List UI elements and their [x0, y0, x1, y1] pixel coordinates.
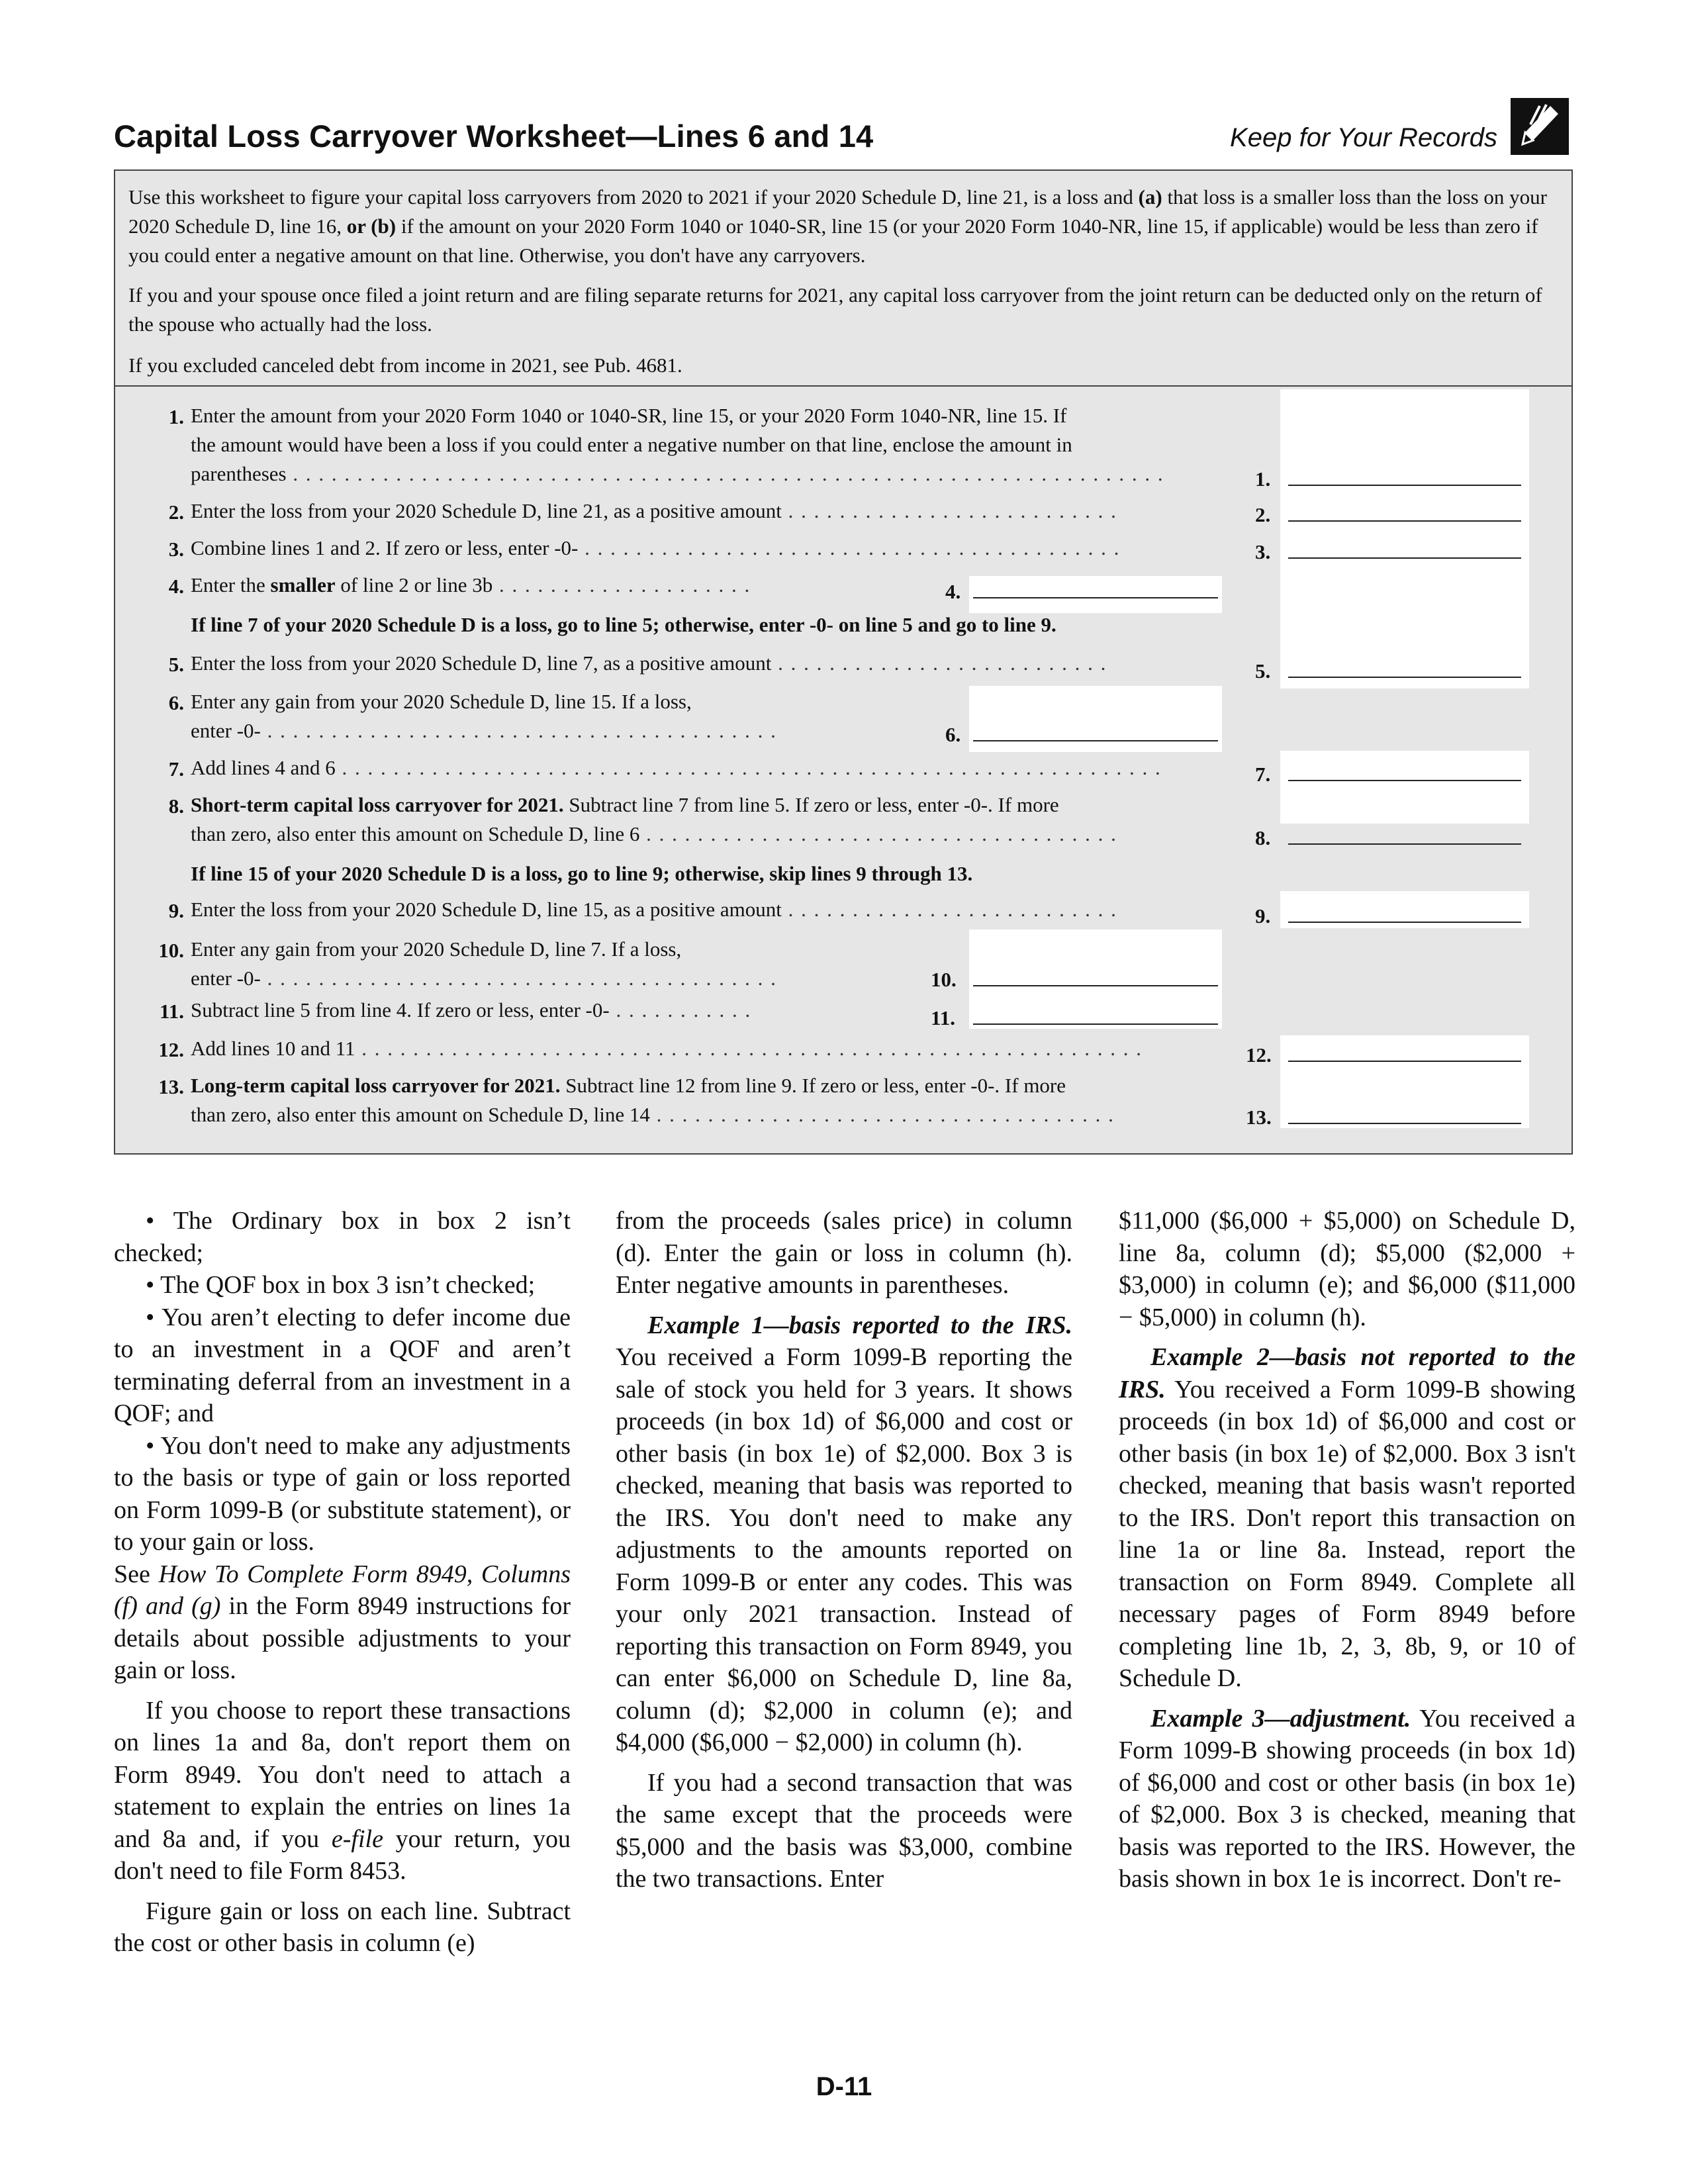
line-3-number: 3. — [168, 538, 184, 561]
line-9-text: Enter the loss from your 2020 Schedule D, line 15, as a positive amount . . . . . . . . . . . . . . . . . . . . . . . . . . — [191, 898, 1117, 921]
worksheet-title: Capital Loss Carryover Worksheet—Lines 6 and 14 — [114, 119, 874, 154]
entry-box-lines-12-13 — [1280, 1035, 1529, 1128]
instruction-line-15: If line 15 of your 2020 Schedule D is a loss, go to line 9; otherwise, skip lines 9 through 13. — [191, 862, 973, 885]
line-11-entry[interactable] — [973, 1023, 1218, 1025]
text-column-3 — [1119, 1205, 1575, 1903]
line-11-text: Subtract line 5 from line 4. If zero or less, enter -0- . . . . . . . . . . . — [191, 998, 752, 1021]
line-3-ref: 3. — [1255, 540, 1271, 563]
intro-paragraph-2: If you and your spouse once filed a joint return and are filing separate returns for 2021, any capital loss carryover from the joint return can be deducted only on the return of the spouse who actually had the loss. — [128, 283, 1542, 336]
line-5-number: 5. — [168, 653, 184, 676]
text-column-2 — [616, 1205, 1072, 1903]
line-4-ref: 4. — [945, 580, 961, 603]
keep-records-label: Keep for Your Records — [1230, 123, 1497, 152]
entry-box-line-6 — [969, 686, 1222, 752]
line-2-ref: 2. — [1255, 503, 1271, 526]
line-12-text: Add lines 10 and 11 . . . . . . . . . . . . . . . . . . . . . . . . . . . . . . . . . . . . . . . . . . . . . . . . . . . . . . . . . . . . . — [191, 1037, 1143, 1060]
example-2-paragraph: Example 2—basis not reported to the IRS. You received a Form 1099-B showing proceeds (in box 1d) of $6,000 and cost or other basis (in box 1e) of $2,000. Box 3 isn't checked, meaning that basis wasn't reported to the IRS. Don't report this transaction on line 1a or line 8a. Instead, report the transaction on Form 8949. Complete all necessary pages of Form 8949 before completing line 1b, 2, 3, 8b, 9, or 10 of Schedule D. — [1119, 1343, 1575, 1692]
column-h-paragraph: from the proceeds (sales price) in column (d). Enter the gain or loss in column (h). Enter negative amounts in parentheses. — [616, 1207, 1072, 1299]
line-5-ref: 5. — [1255, 659, 1271, 683]
entry-box-line-4 — [969, 576, 1222, 613]
combined-totals-paragraph: $11,000 ($6,000 + $5,000) on Schedule D, line 8a, column (d); $5,000 ($2,000 + $3,000) in column (e); and $6,000 ($11,000 − $5,000) in column (h). — [1119, 1207, 1575, 1331]
line-4-text: Enter the smaller of line 2 or line 3b . . . . . . . . . . . . . . . . . . . . — [191, 573, 751, 596]
line-1-ref: 1. — [1255, 467, 1271, 491]
line-10-entry[interactable] — [973, 985, 1218, 986]
line-2-text: Enter the loss from your 2020 Schedule D, line 21, as a positive amount . . . . . . . . . . . . . . . . . . . . . . . . . . — [191, 499, 1117, 522]
intro-paragraph-1: Use this worksheet to figure your capital loss carryovers from 2020 to 2021 if your 2020 Schedule D, line 21, is a loss and (a) that loss is a smaller loss than the loss on your 2020 Schedule D, line 16, or (b) if the amount on your 2020 Form 1040 or 1040-SR, line 15 (or your 2020 Form 1040-NR, line 15, if applicable) would be less than zero if you could enter a negative amount on that line. Otherwise, you don't have any carryovers. — [128, 185, 1547, 267]
line-8-number: 8. — [168, 794, 184, 818]
line-10-text: Enter any gain from your 2020 Schedule D, line 7. If a loss, enter -0- . . . . . . . . . . . . . . . . . . . . . . . . . . . . . . . . . . . . . . . . — [191, 937, 777, 990]
line-1-number: 1. — [168, 405, 184, 428]
line-7-entry[interactable] — [1288, 780, 1521, 781]
line-8-text: Short-term capital loss carryover for 2021. Subtract line 7 from line 5. If zero or less, enter -0-. If more than zero, also enter this amount on Schedule D, line 6 . . . . . . . . . . . . . . . . . . . . . . . . . . . . . . . . . . . . . — [191, 793, 1117, 845]
figure-gain-paragraph: Figure gain or loss on each line. Subtract the cost or other basis in column (e) — [114, 1897, 571, 1957]
line-9-entry[interactable] — [1288, 922, 1521, 923]
example-3-paragraph: Example 3—adjustment. You received a Form 1099-B showing proceeds (in box 1d) of $6,000 and cost or other basis (in box 1e) of $2,000. Box 3 is checked, meaning that basis was reported to the IRS. However, the basis shown in box 1e is incorrect. Don't re- — [1119, 1704, 1575, 1893]
line-5-entry[interactable] — [1288, 677, 1521, 678]
line-3-entry[interactable] — [1288, 557, 1521, 559]
line-4-entry[interactable] — [973, 597, 1218, 598]
line-13-ref: 13. — [1246, 1106, 1272, 1129]
entry-box-lines-10-11 — [969, 929, 1222, 1029]
line-6-entry[interactable] — [973, 740, 1218, 741]
example-1-paragraph: Example 1—basis reported to the IRS. You received a Form 1099-B reporting the sale of stock you held for 3 years. It shows proceeds (in box 1d) of $6,000 and cost or other basis (in box 1e) of $2,000. Box 3 is checked, meaning that basis was reported to the IRS. You don't need to make any adjustments to the amounts reported on Form 1099-B or enter any codes. This was your only 2021 transaction. Instead of reporting this transaction on Form 8949, you can enter $6,000 on Schedule D, line 8a, column (d); $2,000 in column (e); and $4,000 ($6,000 − $2,000) in column (h). — [616, 1311, 1072, 1756]
line-7-number: 7. — [168, 757, 184, 781]
entry-box-line-5 — [1280, 651, 1529, 688]
entry-box-lines-1-3 — [1280, 389, 1529, 667]
line-12-ref: 12. — [1246, 1043, 1272, 1067]
line-6-ref: 6. — [945, 723, 961, 746]
bullet-ordinary-box: • The Ordinary box in box 2 isn’t checked; — [114, 1207, 571, 1267]
reporting-paragraph: If you choose to report these transactions on lines 1a and 8a, don't report them on Form 8949. You don't need to attach a statement to explain the entries on lines 1a and 8a and, if you e-file your return, you don't need to file Form 8453. — [114, 1696, 571, 1885]
line-9-ref: 9. — [1255, 904, 1271, 927]
line-10-number: 10. — [158, 939, 184, 962]
bullet-qof-deferral: • You aren’t electing to defer income due to an investment in a QOF and aren’t terminating deferral from an investment in a QOF; and — [114, 1303, 571, 1427]
intro-paragraph-3: If you excluded canceled debt from income in 2021, see Pub. 4681. — [128, 354, 682, 377]
line-8-entry[interactable] — [1288, 843, 1521, 845]
instruction-line-7: If line 7 of your 2020 Schedule D is a loss, go to line 5; otherwise, enter -0- on line 5 and go to line 9. — [191, 613, 1056, 636]
line-6-number: 6. — [168, 691, 184, 714]
text-column-1 — [114, 1205, 571, 1968]
line-11-ref: 11. — [931, 1006, 956, 1029]
line-3-text: Combine lines 1 and 2. If zero or less, enter -0- . . . . . . . . . . . . . . . . . . . . . . . . . . . . . . . . . . . . . . . . . . — [191, 536, 1121, 559]
page-number: D-11 — [816, 2072, 872, 2101]
pencil-icon — [1511, 98, 1569, 155]
worksheet-instructions — [115, 171, 1571, 387]
line-13-entry[interactable] — [1288, 1123, 1521, 1124]
line-8-ref: 8. — [1255, 826, 1271, 849]
line-5-text: Enter the loss from your 2020 Schedule D, line 7, as a positive amount . . . . . . . . . . . . . . . . . . . . . . . . . . — [191, 651, 1107, 675]
line-13-text: Long-term capital loss carryover for 2021. Subtract line 12 from line 9. If zero or less, enter -0-. If more than zero, also enter this amount on Schedule D, line 14 . . . . . . . . . . . . . . . . . . . . . . . . . . . . . . . . . . . . — [191, 1074, 1115, 1126]
second-transaction-paragraph: If you had a second transaction that was the same except that the proceeds were $5,000 and the basis was $3,000, combine the two transactions. Enter — [616, 1768, 1072, 1893]
line-12-entry[interactable] — [1288, 1061, 1521, 1062]
line-1-text: Enter the amount from your 2020 Form 1040 or 1040-SR, line 15, or your 2020 Form 1040-NR, line 15. If the amount would have been a loss if you could enter a negative number on that line, enclose the amount in parentheses . . . . . . . . . . . . . . . . . . . . . . . . . . . . . . . . . . . . . . . . . . . . . . . . . . . . . . . . . . . . . . . . . . . . — [191, 404, 1164, 485]
worksheet-box — [114, 169, 1573, 1155]
line-10-ref: 10. — [931, 968, 957, 991]
line-4-number: 4. — [168, 575, 184, 598]
line-7-text: Add lines 4 and 6 . . . . . . . . . . . . . . . . . . . . . . . . . . . . . . . . . . . . . . . . . . . . . . . . . . . . . . . . . . . . . . . . — [191, 756, 1162, 779]
line-12-number: 12. — [158, 1038, 184, 1061]
line-6-text: Enter any gain from your 2020 Schedule D, line 15. If a loss, enter -0- . . . . . . . . . . . . . . . . . . . . . . . . . . . . . . . . . . . . . . . . — [191, 690, 777, 742]
line-7-ref: 7. — [1255, 763, 1271, 786]
entry-box-lines-7-8 — [1280, 751, 1529, 824]
bullet-qof-box: • The QOF box in box 3 isn’t checked; — [146, 1271, 536, 1299]
bullet-adjustments: • You don't need to make any adjustments to the basis or type of gain or loss reported on Form 1099-B (or substitute statement), or to your gain or loss. — [114, 1431, 571, 1556]
line-1-entry[interactable] — [1288, 485, 1521, 486]
line-2-number: 2. — [168, 500, 184, 524]
line-11-number: 11. — [159, 1000, 184, 1023]
line-2-entry[interactable] — [1288, 520, 1521, 522]
line-13-number: 13. — [158, 1075, 184, 1098]
line-9-number: 9. — [168, 899, 184, 922]
see-form-8949-paragraph: See How To Complete Form 8949, Columns (f) and (g) in the Form 8949 instructions for details about possible adjustments to your gain or loss. — [114, 1560, 571, 1684]
